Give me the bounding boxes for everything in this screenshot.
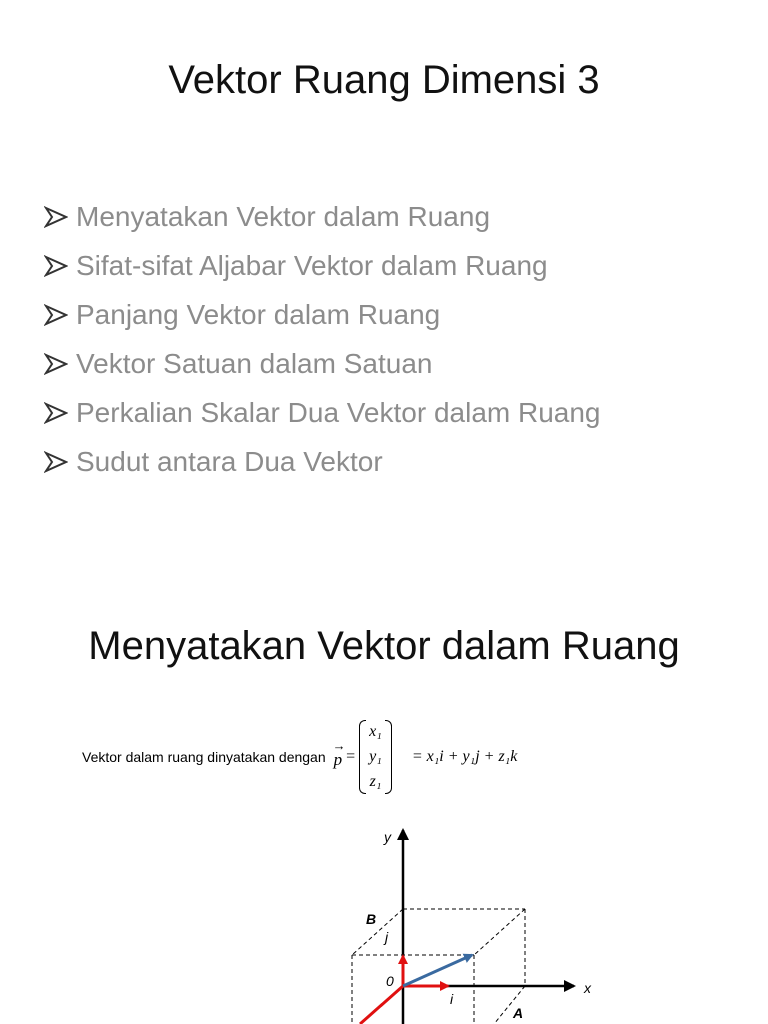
list-item: Panjang Vektor dalam Ruang — [44, 290, 601, 339]
list-item: Sudut antara Dua Vektor — [44, 437, 601, 486]
matrix-entry: x₁ — [369, 723, 382, 741]
bullet-arrow-icon — [44, 303, 68, 327]
bullet-arrow-icon — [44, 450, 68, 474]
vector-p-symbol: → p — [332, 738, 346, 769]
list-item: Vektor Satuan dalam Satuan — [44, 339, 601, 388]
matrix-entry: y₁ — [369, 747, 382, 765]
list-item: Sifat-sifat Aljabar Vektor dalam Ruang — [44, 241, 601, 290]
point-b-label: B — [366, 911, 377, 927]
point-a-label: A — [513, 1005, 524, 1021]
unit-vector-k — [360, 986, 403, 1024]
vector-3d-diagram — [0, 512, 768, 1024]
bullet-arrow-icon — [44, 352, 68, 376]
equals-sign: = — [346, 748, 356, 765]
slide-title: Vektor Ruang Dimensi 3 — [168, 58, 600, 102]
i-label: i — [450, 991, 454, 1007]
topic-list — [44, 192, 601, 486]
vector-p — [403, 955, 472, 986]
slide-title: Menyatakan Vektor dalam Ruang — [88, 624, 680, 668]
matrix-entry: z₁ — [369, 772, 382, 790]
j-label: j — [385, 929, 389, 945]
list-item: Perkalian Skalar Dua Vektor dalam Ruang — [44, 388, 601, 437]
formula-lead-text: Vektor dalam ruang dinyatakan dengan — [82, 749, 326, 765]
slide-2 — [0, 512, 768, 1024]
formula-rhs: = x₁i + y₁j + z₁k — [411, 748, 518, 765]
bullet-arrow-icon — [44, 401, 68, 425]
origin-label: 0 — [386, 973, 394, 989]
list-item: Menyatakan Vektor dalam Ruang — [44, 192, 601, 241]
x-axis-label: x — [584, 980, 591, 996]
bullet-arrow-icon — [44, 205, 68, 229]
bullet-arrow-icon — [44, 254, 68, 278]
vector-arrow-icon: → — [332, 738, 346, 753]
y-axis-label: y — [384, 829, 391, 845]
